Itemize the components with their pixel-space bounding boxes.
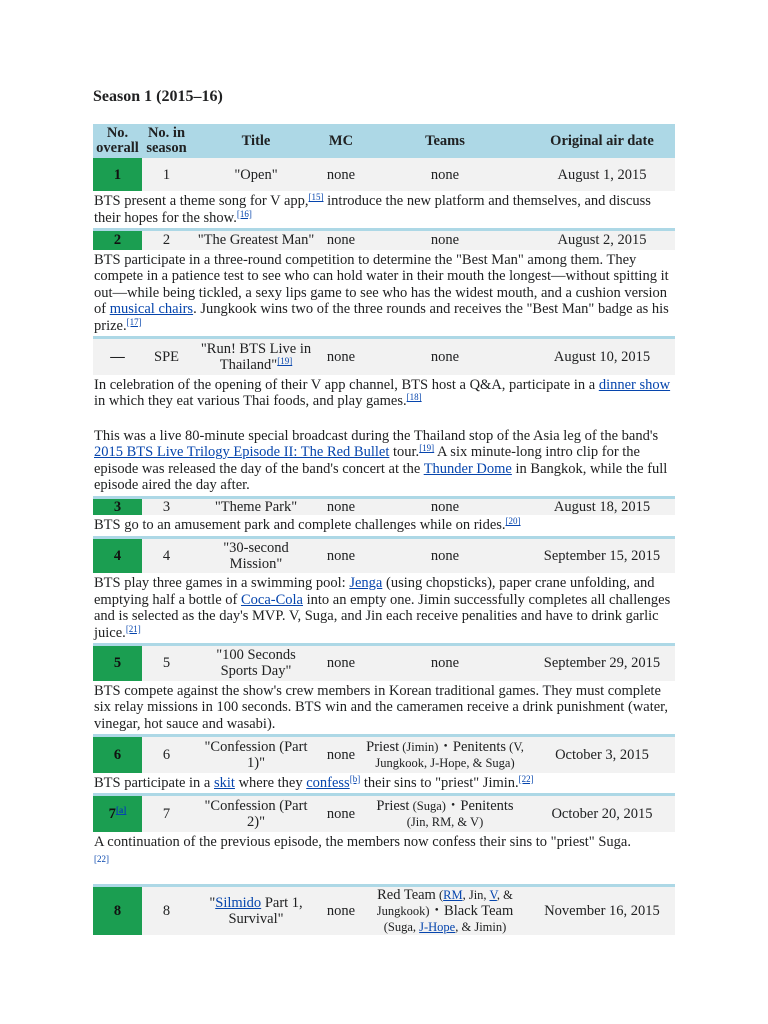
episode-season-number: 3 <box>142 497 191 515</box>
episode-summary-row <box>93 832 675 886</box>
episode-mc: none <box>321 158 361 191</box>
episode-title: "Theme Park" <box>191 497 321 515</box>
col-header-mc: MC <box>321 124 361 158</box>
episode-overall-number: — <box>93 338 142 375</box>
wiki-link[interactable]: skit <box>214 774 235 791</box>
episode-title: "100 Seconds Sports Day" <box>191 645 321 681</box>
episode-teams: Priest (Suga)・Penitents (Jin, RM, & V) <box>361 795 529 832</box>
citation-link[interactable]: [20] <box>505 516 521 526</box>
episode-mc: none <box>321 338 361 375</box>
episode-air-date: August 10, 2015 <box>529 338 675 375</box>
episode-teams: none <box>361 338 529 375</box>
episode-summary: BTS participate in a skit where they confess[b] their sins to "priest" Jimin.[22] <box>93 773 675 795</box>
episode-season-number: 8 <box>142 885 191 935</box>
episode-row <box>93 497 675 515</box>
episode-summary: In celebration of the opening of their V app channel, BTS host a Q&A, participate in a dinner show in which they eat various Thai foods, and play games.[18] This was a live 80-minute special broadcast during the Thailand stop of the Asia leg of the band's 2015 BTS Live Trilogy Episode II: The Red Bullet tour.[19] A six minute-long intro clip for the episode was released the day of the band's concert at the Thunder Dome in Bangkok, while the full episode aired the day after. <box>93 375 675 498</box>
wiki-link[interactable]: RM <box>443 887 463 902</box>
wiki-link[interactable]: dinner show <box>598 376 671 393</box>
episode-air-date: August 18, 2015 <box>529 497 675 515</box>
section-heading: Season 1 (2015–16) <box>93 88 223 105</box>
episode-season-number: 4 <box>142 537 191 573</box>
episode-row <box>93 795 675 832</box>
episode-teams: none <box>361 645 529 681</box>
episode-mc: none <box>321 497 361 515</box>
episode-title: "Confession (Part 2)" <box>191 795 321 832</box>
citation-link[interactable]: [15] <box>308 192 324 202</box>
wiki-link[interactable]: 2015 BTS Live Trilogy Episode II: The Red Bullet <box>94 444 390 460</box>
citation-link[interactable]: [17] <box>126 316 142 327</box>
episode-teams: none <box>361 537 529 573</box>
episode-teams: none <box>361 158 529 191</box>
citation-link[interactable]: [21] <box>125 623 141 634</box>
episode-overall-number: 7[a] <box>93 795 142 832</box>
episode-row <box>93 885 675 935</box>
episode-teams: Red Team (RM, Jin, V, & Jungkook)・Black Team (Suga, J-Hope, & Jimin) <box>361 885 529 935</box>
col-header-no-season: No. in season <box>142 124 191 158</box>
wiki-link[interactable]: J-Hope <box>419 919 456 934</box>
episode-overall-number: 5 <box>93 645 142 681</box>
episode-title: "The Greatest Man" <box>191 230 321 250</box>
episode-mc: none <box>321 230 361 250</box>
episode-title: "Silmido Part 1, Survival" <box>191 885 321 935</box>
episode-row <box>93 158 675 191</box>
episode-summary: BTS participate in a three-round competition to determine the "Best Man" among them. They compete in a patience test to see who can hold water in their mouth the longest—without spitting it out—while being tickled, a sexy lips game to see who has the widest mouth, and a cushion version of musical chairs. Jungkook wins two of the three rounds and receives the "Best Man" badge as his prize.[17] <box>93 250 675 338</box>
citation-link[interactable]: [19] <box>419 443 435 453</box>
episode-overall-number: 6 <box>93 736 142 773</box>
episode-air-date: August 2, 2015 <box>529 230 675 250</box>
episode-season-number: SPE <box>142 338 191 375</box>
citation-link[interactable]: [16] <box>236 208 252 219</box>
wiki-link[interactable]: Thunder Dome <box>423 460 512 477</box>
episode-summary-row <box>93 773 675 795</box>
episode-summary: BTS go to an amusement park and complete challenges while on rides.[20] <box>93 515 675 537</box>
episode-summary-row <box>93 573 675 645</box>
episode-row <box>93 338 675 375</box>
episode-teams: none <box>361 497 529 515</box>
episode-summary-row <box>93 515 675 537</box>
wiki-link[interactable]: Silmido <box>215 894 262 911</box>
episode-season-number: 1 <box>142 158 191 191</box>
episode-title: "30-second Mission" <box>191 537 321 573</box>
episode-row <box>93 230 675 250</box>
episode-season-number: 5 <box>142 645 191 681</box>
col-header-title: Title <box>191 124 321 158</box>
episode-air-date: August 1, 2015 <box>529 158 675 191</box>
col-header-air-date: Original air date <box>529 124 675 158</box>
episode-summary: A continuation of the previous episode, the members now confess their sins to "priest" Suga. [22] <box>93 832 675 886</box>
table-header-row <box>93 124 675 158</box>
citation-link[interactable]: [22] <box>94 854 109 864</box>
wiki-link[interactable]: V <box>489 887 497 902</box>
footnote-link[interactable]: [a] <box>115 804 127 815</box>
episode-overall-number: 2 <box>93 230 142 250</box>
episode-mc: none <box>321 795 361 832</box>
wiki-link[interactable]: confess <box>306 774 350 791</box>
episode-summary-row <box>93 681 675 736</box>
episode-summary: BTS present a theme song for V app,[15] introduce the new platform and themselves, and discuss their hopes for the show.[16] <box>93 191 675 230</box>
episode-row <box>93 736 675 773</box>
episode-mc: none <box>321 537 361 573</box>
episode-season-number: 7 <box>142 795 191 832</box>
episode-teams: none <box>361 230 529 250</box>
wiki-link[interactable]: Coca-Cola <box>240 591 303 608</box>
episode-summary-row <box>93 375 675 498</box>
episode-table <box>93 124 675 935</box>
episode-title: "Confession (Part 1)" <box>191 736 321 773</box>
citation-link[interactable]: [22] <box>518 773 534 784</box>
episode-mc: none <box>321 885 361 935</box>
citation-link[interactable]: [19] <box>277 355 293 366</box>
col-header-no-overall: No. overall <box>93 124 142 158</box>
episode-air-date: September 15, 2015 <box>529 537 675 573</box>
episode-overall-number: 4 <box>93 537 142 573</box>
episode-season-number: 2 <box>142 230 191 250</box>
col-header-teams: Teams <box>361 124 529 158</box>
episode-mc: none <box>321 645 361 681</box>
episode-overall-number: 1 <box>93 158 142 191</box>
wiki-link[interactable]: musical chairs <box>109 301 194 317</box>
episode-air-date: November 16, 2015 <box>529 885 675 935</box>
episode-row <box>93 645 675 681</box>
episode-mc: none <box>321 736 361 773</box>
episode-air-date: October 3, 2015 <box>529 736 675 773</box>
episode-title: "Run! BTS Live in Thailand"[19] <box>191 338 321 375</box>
episode-overall-number: 3 <box>93 497 142 515</box>
footnote-link[interactable]: [b] <box>349 773 361 784</box>
citation-link[interactable]: [18] <box>406 392 422 402</box>
episode-teams: Priest (Jimin)・Penitents (V, Jungkook, J-Hope, & Suga) <box>361 736 529 773</box>
wiki-link[interactable]: Jenga <box>349 575 383 591</box>
episode-air-date: September 29, 2015 <box>529 645 675 681</box>
episode-summary-row <box>93 250 675 338</box>
episode-air-date: October 20, 2015 <box>529 795 675 832</box>
episode-note-paragraph: This was a live 80-minute special broadcast during the Thailand stop of the Asia leg of the band's 2015 BTS Live Trilogy Episode II: The Red Bullet tour.[19] A six minute-long intro clip for the episode was released the day of the band's concert at the Thunder Dome in Bangkok, while the full episode aired the day after. <box>94 427 668 493</box>
episode-overall-number: 8 <box>93 885 142 935</box>
episode-row <box>93 537 675 573</box>
episode-summary-row <box>93 191 675 230</box>
episode-season-number: 6 <box>142 736 191 773</box>
episode-summary: BTS play three games in a swimming pool: Jenga (using chopsticks), paper crane unfolding, and emptying half a bottle of Coca-Cola into an empty one. Jimin successfully completes all challenges and is selected as the day's MVP. V, Suga, and Jin each receive penalities and have to drink garlic juice.[21] <box>93 573 675 645</box>
episode-summary: BTS compete against the show's crew members in Korean traditional games. They must complete six relay missions in 100 seconds. BTS win and the cameramen receive a drink punishment (water, vinegar, hot sauce and wasabi). <box>93 681 675 736</box>
episode-title: "Open" <box>191 158 321 191</box>
